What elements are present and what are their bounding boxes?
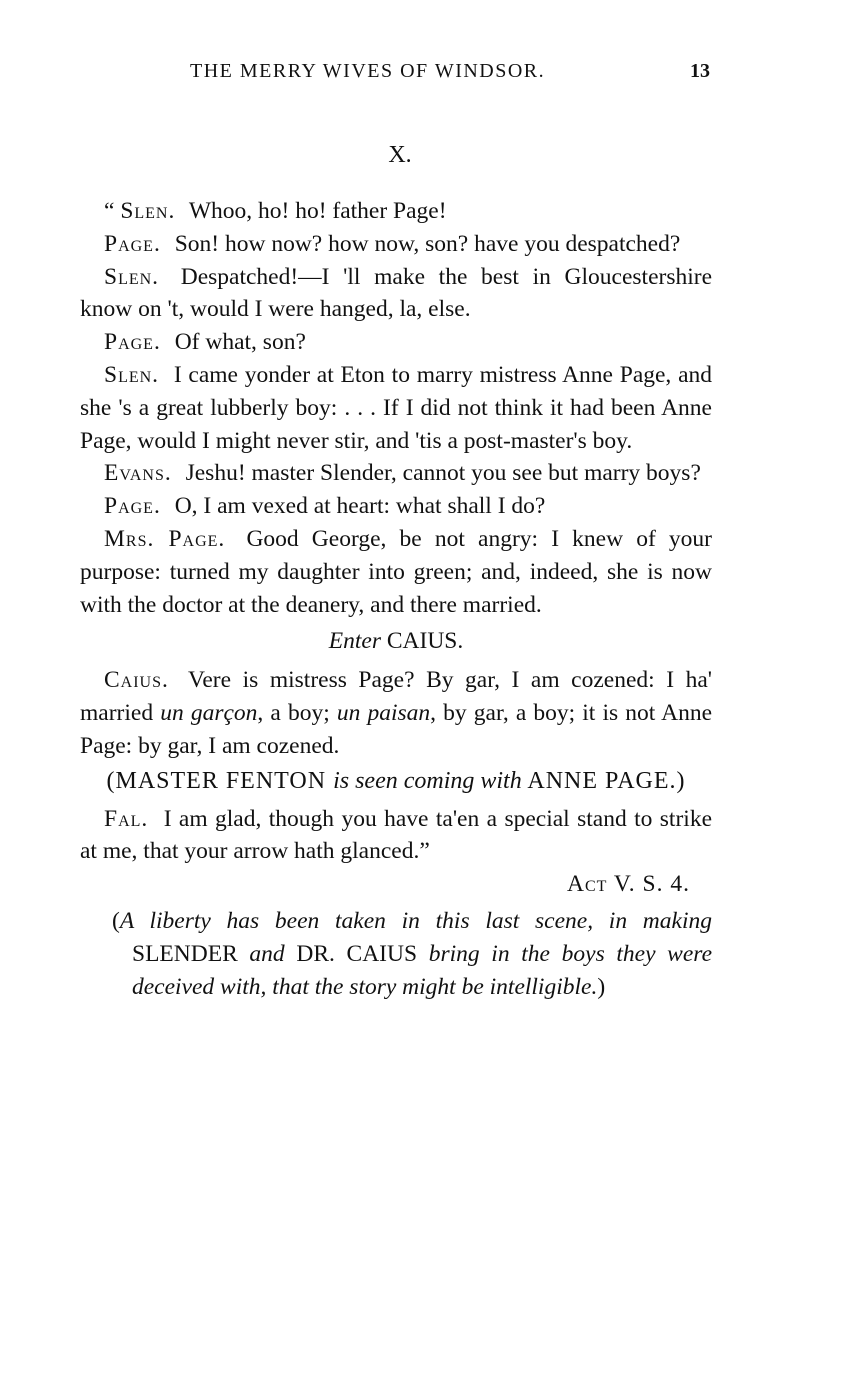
running-head-title: THE MERRY WIVES OF WINDSOR.: [190, 60, 546, 82]
note-text-italic: bring in the boys they were deceived with, that the story might be intelligible.: [132, 940, 712, 1000]
speech-text: Jeshu! master Slender, cannot you see but marry boys?: [185, 460, 701, 487]
speaker-name: Slen.: [120, 198, 176, 224]
speaker-name: Page.: [104, 329, 161, 356]
note-name: DR. CAIUS: [296, 940, 418, 967]
speech-text: I am glad, though you have ta'en a special stand to strike at me, that your arrow hath glanced.”: [80, 805, 713, 865]
speech-mrs-page: [80, 523, 712, 621]
note-text-italic: and: [237, 940, 297, 967]
speech-text: Whoo, ho! ho! father Page!: [188, 198, 447, 224]
speaker-name: Slen.: [104, 361, 160, 388]
speech-text-part: , a boy;: [257, 699, 337, 726]
speech-slender-1: [80, 195, 712, 228]
speech-text: Despatched!—I 'll make the best in Gloucestershire know on 't, would I were hanged, la, else.: [80, 263, 713, 323]
speech-text: Of what, son?: [174, 329, 306, 356]
speaker-name: Mrs. Page.: [104, 525, 226, 552]
note-paren: (: [112, 907, 120, 934]
stage-text: ANNE PAGE.): [521, 767, 686, 794]
speech-evans: [80, 457, 712, 490]
enter-direction: [80, 625, 712, 658]
enter-name: CAIUS.: [386, 628, 464, 655]
speaker-name: Fal.: [104, 805, 149, 832]
speech-text-italic: un paisan: [336, 699, 431, 726]
play-text: [80, 195, 712, 1004]
stage-text-italic: is seen coming with: [333, 767, 522, 794]
opening-quote: “: [104, 198, 121, 224]
note-text-italic: A liberty has been taken in this last scene, in making: [119, 907, 712, 934]
speech-page-2: [80, 326, 712, 359]
editorial-note: [80, 905, 712, 1004]
speaker-name: Caius.: [104, 667, 169, 694]
speech-text-part: Vere is mistress Page? By gar, I am cozened: I ha' married: [80, 667, 712, 726]
speech-text: Son! how now? how now, son? have you despatched?: [174, 230, 681, 257]
speaker-name: Page.: [104, 230, 161, 257]
speech-falstaff: [80, 803, 712, 869]
speech-text: Good George, be not angry: I knew of your purpose: turned my daughter into green; and, indeed, she is now with the doctor at the deanery, and there married.: [80, 525, 713, 618]
speech-text-part: , by gar, a boy; it is not Anne Page: by gar, I am cozened.: [80, 699, 712, 759]
speech-page-3: [80, 490, 712, 523]
speaker-name: Page.: [104, 493, 161, 520]
speech-text: I came yonder at Eton to marry mistress Anne Page, and she 's a great lubberly boy: . . . If I did not think it had been Anne Page, would I might never stir, and 'tis a post-master's boy.: [80, 361, 713, 454]
speech-page-1: [80, 228, 712, 261]
note-paren: ): [597, 973, 606, 1000]
page-number: 13: [690, 60, 710, 82]
speaker-name: Evans.: [104, 460, 172, 487]
speech-caius: [80, 664, 712, 762]
speech-text-italic: un garçon: [160, 699, 258, 726]
speaker-name: Slen.: [104, 263, 160, 290]
speech-slender-3: [80, 359, 712, 457]
enter-word: Enter: [328, 628, 381, 655]
scene-number: X.: [388, 142, 412, 168]
stage-direction-fenton: [80, 765, 712, 797]
speech-slender-2: [80, 261, 712, 327]
note-name: SLENDER: [132, 940, 238, 967]
stage-text: (MASTER FENTON: [106, 767, 334, 794]
speech-text: O, I am vexed at heart: what shall I do?: [174, 493, 546, 520]
act-scene-citation: Act V. S. 4.: [566, 871, 690, 898]
